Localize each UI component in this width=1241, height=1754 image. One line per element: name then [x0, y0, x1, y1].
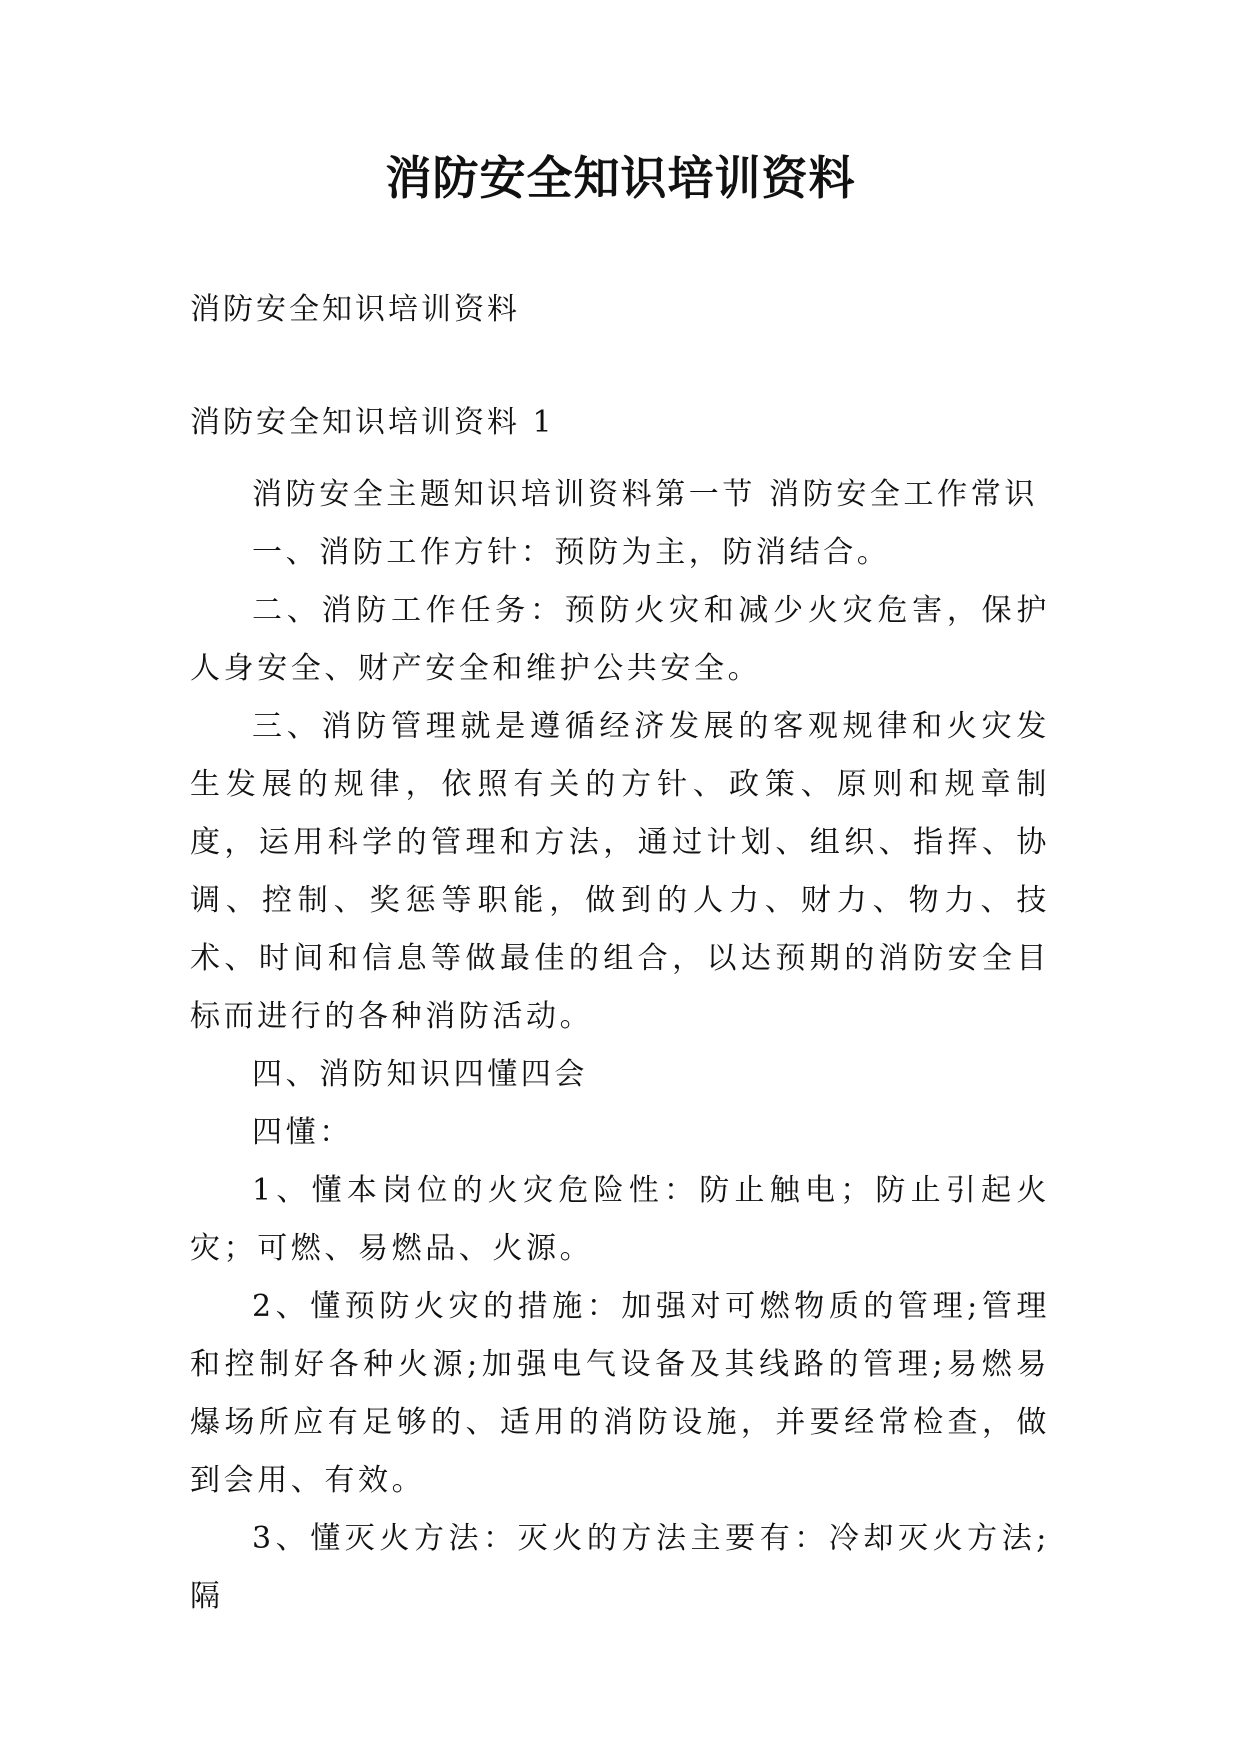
document-subtitle: 消防安全知识培训资料 — [190, 292, 520, 327]
paragraph: 四、消防知识四懂四会 — [252, 1057, 588, 1092]
paragraph: 三、消防管理就是遵循经济发展的客观规律和火灾发生发展的规律，依照有关的方针、政策、原则和规章制度，运用科学的管理和方法，通过计划、组织、指挥、协调、控制、奖惩等职能，做到的人力、财力、物力、技术、时间和信息等做最佳的组合，以达预期的消防安全目标而进行的各种消防活动。 — [190, 709, 1050, 1034]
paragraph: 2、懂预防火灾的措施：加强对可燃物质的管理;管理和控制好各种火源;加强电气设备及其线路的管理;易燃易爆场所应有足够的、适用的消防设施，并要经常检查，做到会用、有效。 — [190, 1289, 1050, 1498]
section-heading: 消防安全知识培训资料 1 — [190, 405, 555, 440]
paragraph: 3、懂灭火方法：灭火的方法主要有：冷却灭火方法;隔 — [190, 1521, 1050, 1614]
document-title: 消防安全知识培训资料 — [385, 151, 856, 205]
paragraph: 消防安全主题知识培训资料第一节 消防安全工作常识 — [252, 477, 1038, 512]
paragraph: 二、消防工作任务：预防火灾和减少火灾危害，保护人身安全、财产安全和维护公共安全。 — [190, 593, 1050, 686]
paragraph: 一、消防工作方针：预防为主，防消结合。 — [252, 535, 891, 570]
paragraph: 1、懂本岗位的火灾危险性：防止触电；防止引起火灾；可燃、易燃品、火源。 — [190, 1173, 1050, 1266]
document-body — [190, 466, 1050, 1626]
paragraph: 四懂： — [252, 1115, 353, 1150]
